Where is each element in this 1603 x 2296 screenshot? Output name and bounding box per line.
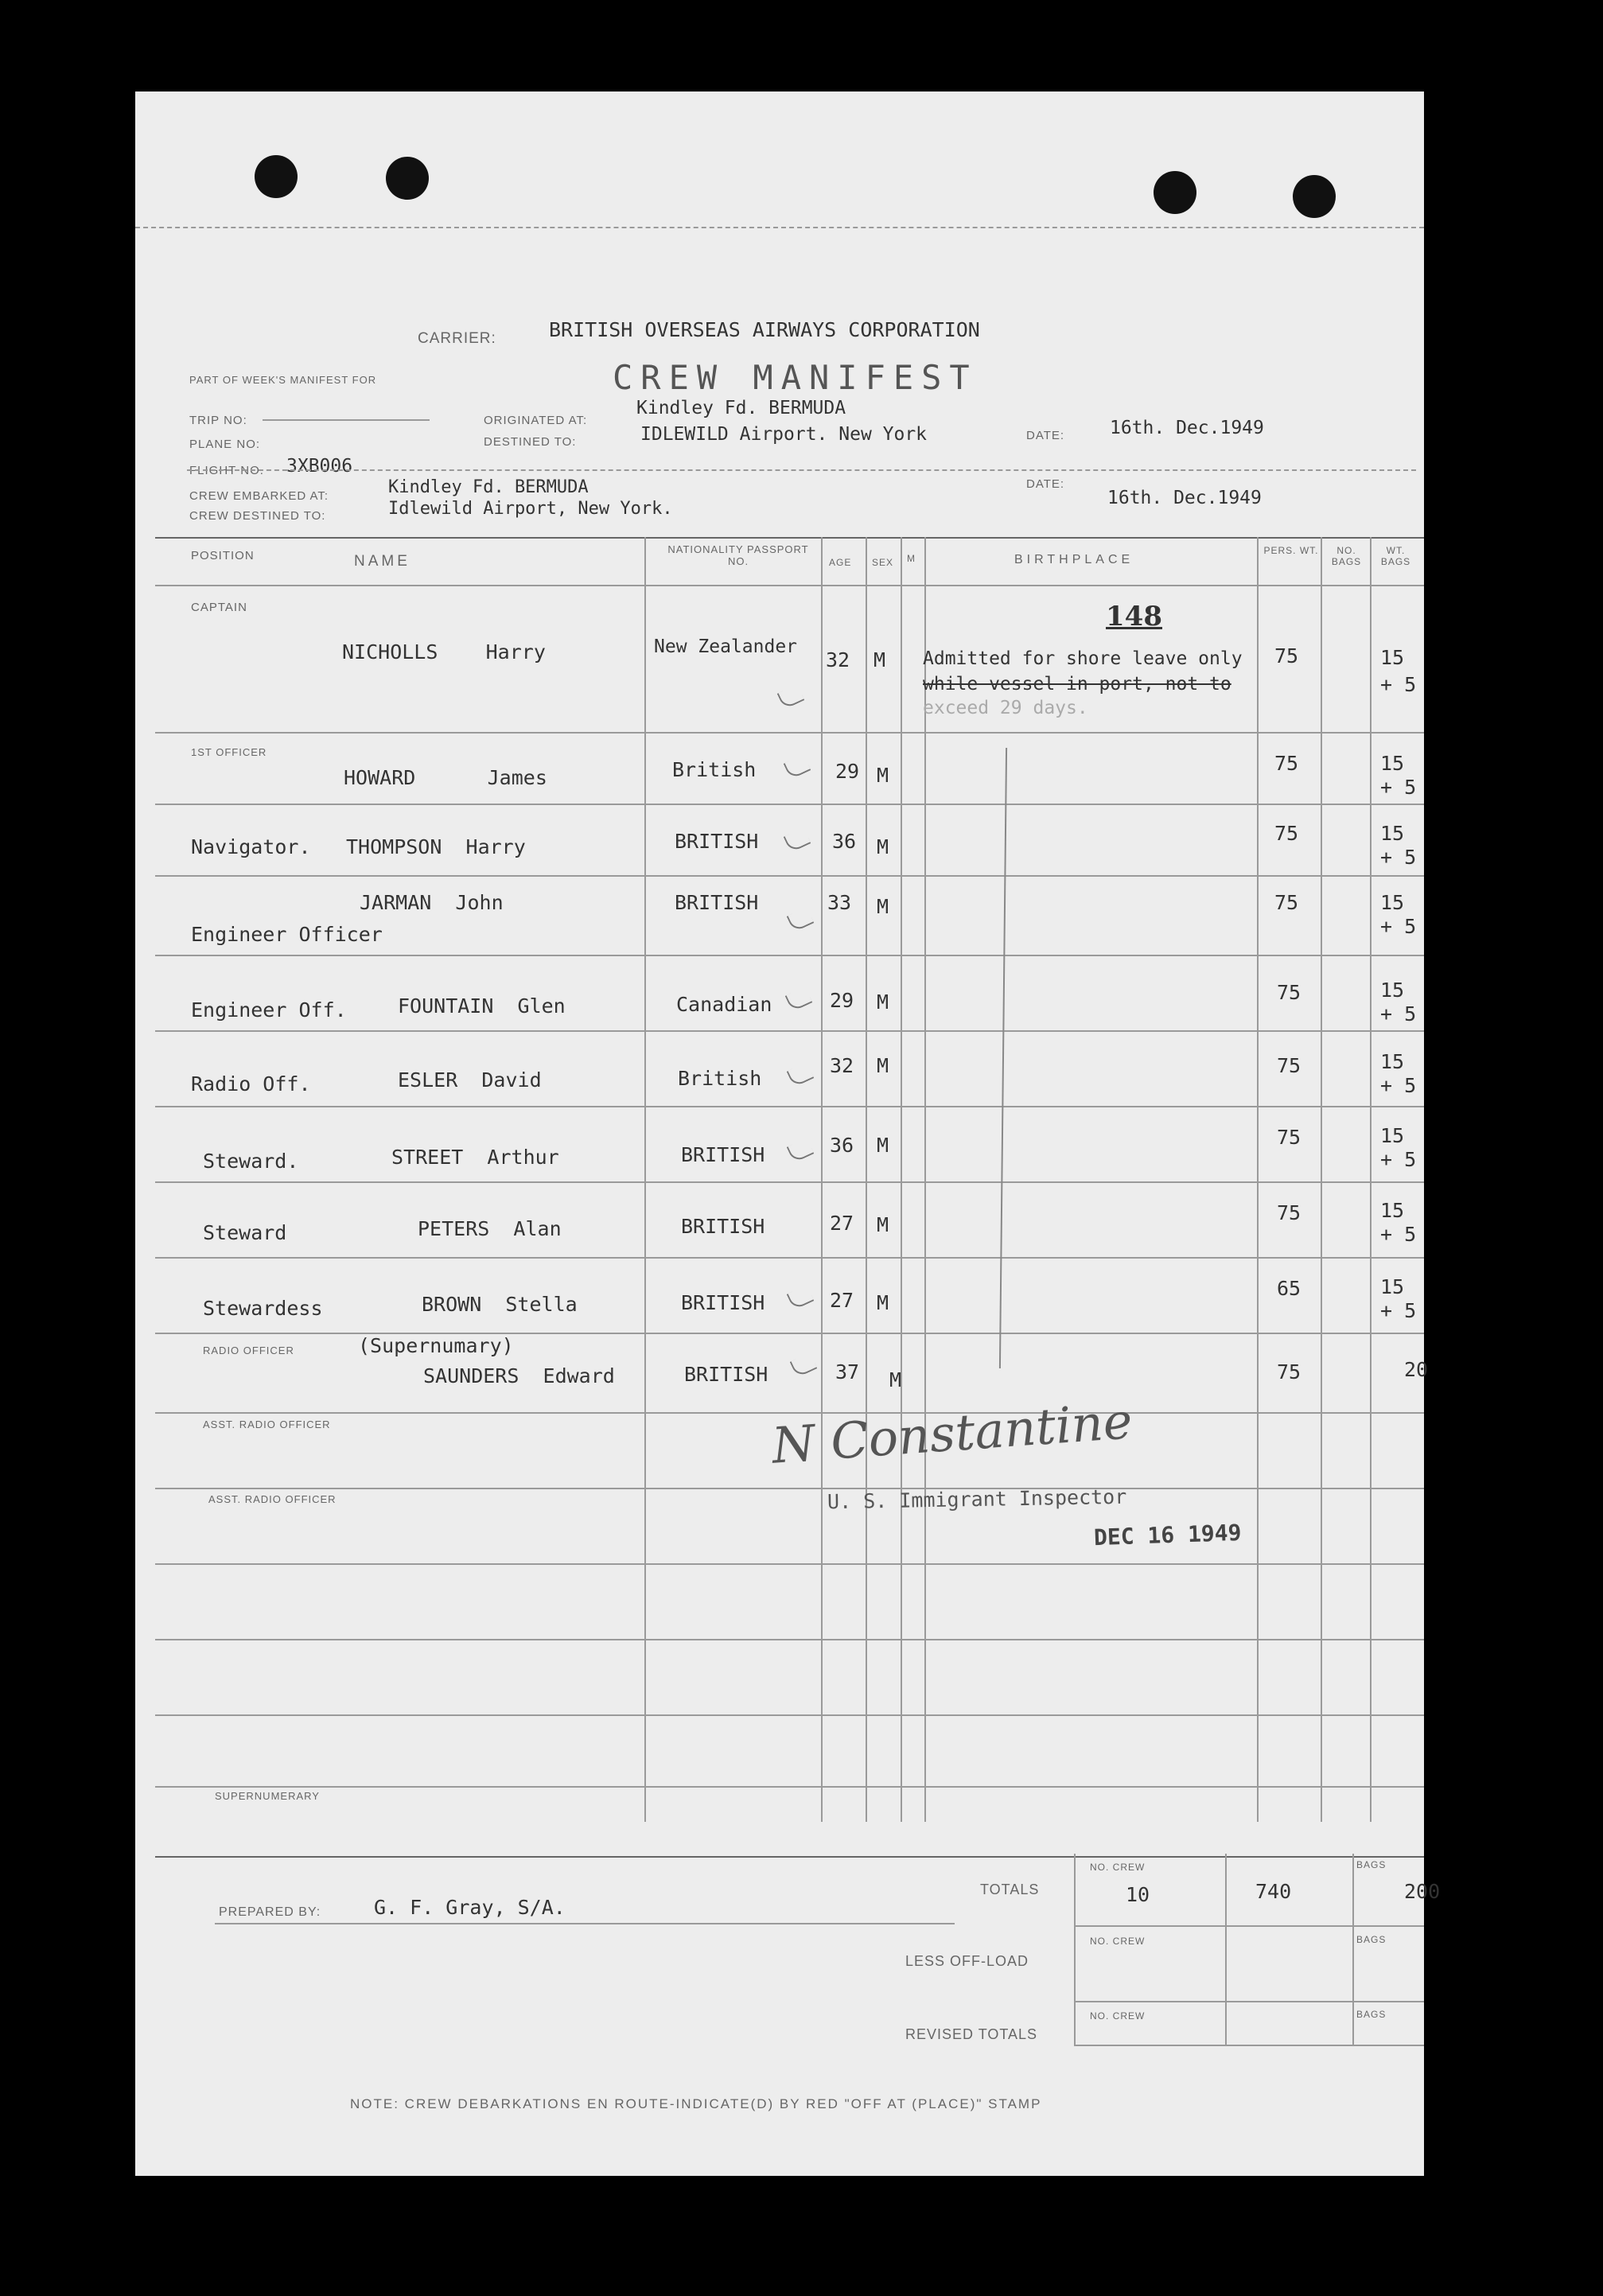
inspector-signature: N Constantine	[770, 1391, 1134, 1475]
row-age: 36	[832, 830, 857, 853]
row-nationality: Canadian	[676, 993, 772, 1016]
row-bags: 15 + 5	[1380, 1199, 1417, 1246]
crew-destined-value: Idlewild Airport, New York.	[388, 499, 673, 519]
bags-label: BAGS	[1356, 2009, 1387, 2020]
date2-label: DATE:	[1026, 477, 1065, 491]
revised-totals-label: REVISED TOTALS	[905, 2026, 1038, 2042]
row-wt: 75	[1274, 891, 1299, 914]
total-bags: 200	[1404, 1880, 1441, 1903]
col-divider	[1370, 537, 1371, 1822]
row-rule	[155, 1639, 1424, 1640]
check-mark	[787, 1138, 815, 1163]
row-bags: 15 + 5	[1380, 1275, 1417, 1322]
row-wt: 75	[1277, 1126, 1301, 1149]
ditto-line	[999, 748, 1007, 1368]
row-age: 36	[830, 1134, 854, 1157]
supernumerary-label: SUPERNUMERARY	[215, 1790, 320, 1802]
row-position: Steward	[203, 1221, 287, 1244]
row-age: 29	[835, 760, 860, 783]
header-bottom-rule	[155, 585, 1424, 586]
birthplace-number: 148	[1106, 601, 1162, 632]
col-birthplace: BIRTHPLACE	[1014, 553, 1134, 566]
col-divider	[644, 537, 646, 1822]
totals-rule	[1074, 1925, 1424, 1927]
totals-rule	[1074, 2001, 1424, 2002]
row-name: PETERS Alan	[418, 1217, 562, 1240]
check-mark	[787, 907, 815, 932]
row-name: BROWN Stella	[422, 1293, 578, 1316]
row-wt: 75	[1274, 644, 1299, 667]
row-wt: 75	[1277, 1360, 1301, 1383]
row-bags: 15 + 5	[1380, 1050, 1417, 1097]
prepared-by-label: PREPARED BY:	[219, 1905, 321, 1919]
date-value: 16th. Dec.1949	[1110, 418, 1264, 438]
totals-label: TOTALS	[980, 1882, 1040, 1897]
row-bags: 15 + 5	[1380, 891, 1417, 938]
row-bags: 15 + 5	[1380, 1124, 1417, 1171]
row-sex: M	[877, 1213, 889, 1236]
row-wt: 75	[1274, 752, 1299, 775]
row-rule	[155, 1488, 1424, 1489]
col-nationality: NATIONALITY PASSPORT NO.	[667, 543, 809, 567]
row-name: ESLER David	[398, 1068, 542, 1092]
row-name: SAUNDERS Edward	[423, 1364, 615, 1387]
row-name: STREET Arthur	[391, 1146, 559, 1169]
date-label: DATE:	[1026, 429, 1065, 442]
row-sex: M	[877, 764, 889, 787]
row-position: Steward.	[203, 1150, 299, 1173]
totals-divider	[1352, 1854, 1354, 2045]
flight-number: 3XB006	[286, 456, 353, 477]
row-sex: M	[877, 1134, 889, 1157]
header-rule	[187, 469, 1416, 471]
row-bags: 20	[1404, 1358, 1429, 1381]
trip-line	[263, 419, 430, 421]
col-pers-wt: PERS. WT.	[1263, 545, 1319, 556]
birthplace-line3: exceed 29 days.	[923, 698, 1088, 718]
row-rule	[155, 1563, 1424, 1565]
row-wt: 65	[1277, 1277, 1301, 1300]
row-rule	[155, 1786, 1424, 1788]
footer-note: NOTE: CREW DEBARKATIONS EN ROUTE-INDICATE(D) BY RED "OFF AT (PLACE)" STAMP	[350, 2096, 1042, 2111]
carrier-label: CARRIER:	[418, 330, 496, 347]
row-age: 27	[830, 1289, 854, 1312]
punch-hole	[1154, 171, 1196, 214]
row-sex: M	[889, 1368, 902, 1391]
row-position: Engineer Off.	[191, 998, 347, 1022]
originated-value: Kindley Fd. BERMUDA	[636, 398, 846, 418]
birthplace-line1: Admitted for shore leave only	[923, 648, 1243, 669]
row-age: 27	[830, 1212, 854, 1235]
row-nationality: BRITISH	[675, 830, 759, 853]
col-wt-bags: WT. BAGS	[1380, 545, 1411, 567]
row-position: Engineer Officer	[191, 923, 383, 946]
row-age: 29	[830, 989, 854, 1012]
col-position: POSITION	[191, 549, 255, 562]
check-mark	[777, 684, 805, 710]
row-age: 32	[826, 648, 850, 671]
row-wt: 75	[1277, 1054, 1301, 1077]
punch-hole	[1293, 175, 1336, 218]
check-mark	[784, 754, 811, 780]
carrier-name: BRITISH OVERSEAS AIRWAYS CORPORATION	[549, 318, 980, 341]
col-m: M	[907, 553, 916, 564]
row-position: Navigator.	[191, 835, 311, 858]
inspector-title: U. S. Immigrant Inspector	[827, 1485, 1127, 1514]
originated-label: ORIGINATED AT:	[484, 414, 588, 427]
row-position: RADIO OFFICER	[203, 1345, 294, 1356]
row-name: JARMAN John	[360, 891, 504, 914]
date2-value: 16th. Dec.1949	[1107, 488, 1262, 508]
row-rule	[155, 1257, 1424, 1259]
row-wt: 75	[1274, 822, 1299, 845]
row-position: Stewardess	[203, 1297, 323, 1320]
less-offload-label: LESS OFF-LOAD	[905, 1953, 1029, 1969]
row-nationality: BRITISH	[684, 1363, 768, 1386]
date-stamp: DEC 16 1949	[1093, 1519, 1242, 1551]
asst-radio-officer-label: ASST. RADIO OFFICER	[208, 1493, 337, 1505]
row-nationality: BRITISH	[681, 1215, 765, 1238]
row-position: 1ST OFFICER	[191, 746, 267, 758]
row-bags: 15 + 5	[1380, 979, 1417, 1025]
row-age: 37	[835, 1360, 860, 1383]
row-name: HOWARD James	[344, 766, 547, 789]
row-age: 32	[830, 1054, 854, 1077]
destined-value: IDLEWILD Airport. New York	[640, 424, 928, 445]
prepared-by-value: G. F. Gray, S/A.	[374, 1896, 566, 1919]
no-crew-label: NO. CREW	[1090, 1862, 1146, 1873]
row-rule	[155, 1714, 1424, 1716]
row-sex: M	[877, 895, 889, 918]
totals-divider	[1074, 1854, 1076, 2045]
flight-label: FLIGHT NO.	[189, 464, 264, 477]
row-rule	[155, 732, 1424, 734]
col-divider	[821, 537, 823, 1822]
asst-radio-officer-label: ASST. RADIO OFFICER	[203, 1418, 331, 1430]
table-top-rule	[155, 537, 1424, 539]
row-position: CAPTAIN	[191, 601, 247, 614]
perforation-line	[135, 227, 1424, 228]
row-wt: 75	[1277, 981, 1301, 1004]
check-mark	[787, 1285, 815, 1310]
row-sex: M	[873, 648, 886, 671]
no-crew-label: NO. CREW	[1090, 1936, 1146, 1947]
row-nationality: New Zealander	[654, 636, 798, 657]
row-age: 33	[827, 891, 852, 914]
check-mark	[787, 1062, 815, 1088]
check-mark	[784, 827, 811, 853]
embarked-label: CREW EMBARKED AT:	[189, 489, 329, 503]
row-bags: 15 + 5	[1380, 752, 1417, 799]
row-sex: M	[877, 1291, 889, 1314]
row-nationality: BRITISH	[681, 1291, 765, 1314]
row-wt: 75	[1277, 1201, 1301, 1224]
row-position: Radio Off.	[191, 1072, 311, 1095]
manifest-title: CREW MANIFEST	[613, 358, 978, 397]
row-name: NICHOLLS Harry	[342, 640, 546, 664]
punch-hole	[255, 155, 298, 198]
row-rule	[155, 1181, 1424, 1183]
crew-destined-label: CREW DESTINED TO:	[189, 509, 326, 523]
col-divider	[901, 537, 902, 1822]
row-rule	[155, 1106, 1424, 1107]
plane-label: PLANE NO:	[189, 438, 261, 451]
totals-divider	[1225, 1854, 1227, 2045]
col-divider	[866, 537, 867, 1822]
row-nationality: British	[678, 1067, 762, 1090]
col-no-bags: NO. BAGS	[1331, 545, 1362, 567]
row-nationality: BRITISH	[675, 891, 759, 914]
no-crew-label: NO. CREW	[1090, 2010, 1146, 2022]
part-label: PART OF WEEK'S MANIFEST FOR	[189, 374, 377, 386]
check-mark	[790, 1352, 818, 1378]
row-bags: 15 + 5	[1380, 822, 1417, 869]
row-name: FOUNTAIN Glen	[398, 994, 566, 1018]
row-name: THOMPSON Harry	[346, 835, 526, 858]
no-crew-value: 10	[1126, 1883, 1150, 1906]
birthplace-line2: while vessel in port, not to	[923, 674, 1231, 695]
col-name: NAME	[354, 553, 410, 570]
manifest-sheet	[135, 91, 1441, 2176]
row-sex: M	[877, 990, 889, 1014]
col-sex: SEX	[872, 557, 894, 568]
totals-rule	[1074, 2045, 1424, 2046]
prepared-by-line	[215, 1923, 955, 1924]
total-weight: 740	[1255, 1880, 1292, 1903]
col-age: AGE	[829, 557, 852, 568]
row-rule	[155, 1333, 1424, 1334]
row-nationality: BRITISH	[681, 1143, 765, 1166]
col-divider	[1257, 537, 1259, 1822]
row-supernumerary: (Supernumary)	[358, 1334, 514, 1357]
embarked-value: Kindley Fd. BERMUDA	[388, 477, 589, 497]
row-nationality: British	[672, 758, 757, 781]
table-bottom-rule	[155, 1856, 1424, 1858]
destined-label: DESTINED TO:	[484, 435, 577, 449]
check-mark	[785, 987, 813, 1012]
row-rule	[155, 1030, 1424, 1032]
row-rule	[155, 955, 1424, 956]
col-divider	[1321, 537, 1322, 1822]
col-divider	[924, 537, 926, 1822]
punch-hole	[386, 157, 429, 200]
row-bags: 15 + 5	[1380, 646, 1417, 696]
row-rule	[155, 875, 1424, 877]
bags-label: BAGS	[1356, 1934, 1387, 1945]
row-rule	[155, 1412, 1424, 1414]
row-rule	[155, 804, 1424, 805]
row-sex: M	[877, 1054, 889, 1077]
trip-label: TRIP NO:	[189, 414, 247, 427]
bags-label: BAGS	[1356, 1859, 1387, 1870]
row-sex: M	[877, 835, 889, 858]
